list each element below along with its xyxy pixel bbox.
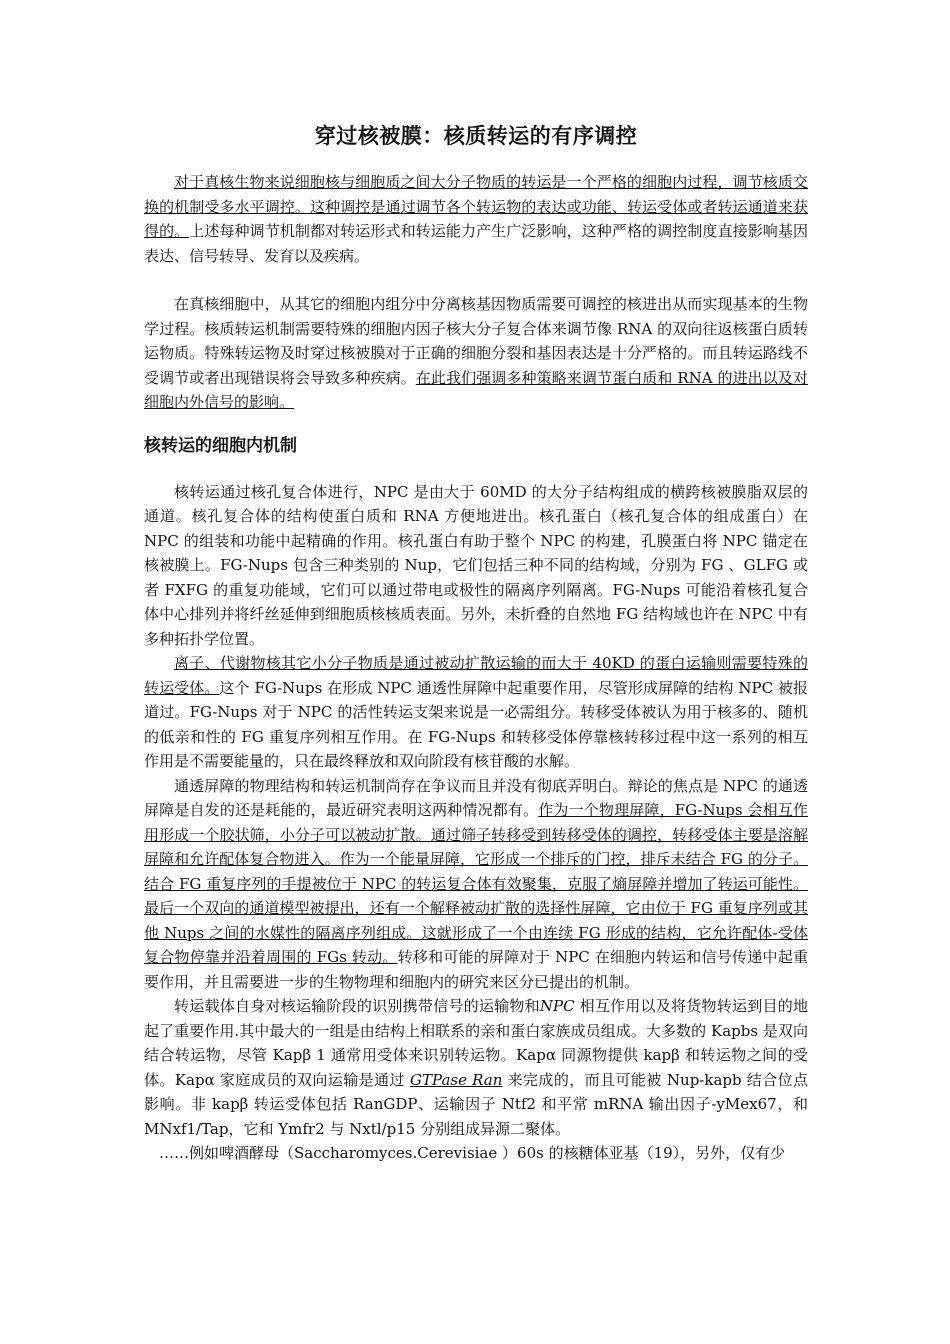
underlined-text: 作为一个物理屏障，FG-Nups 会相互作用形成一个胶状筛，小分子可以被动扩散。通过筛子转移受到转移受体的调控，转移受体主要是溶解屏障和允许配体复合物进入。作为一个能量屏障，它形成一个排斥的门控，排斥未结合 FG 的分子。结合 FG 重复序列的手提被位于 NPC 的转运复合体有效聚集，克服了熵屏障并增加了转运可能性。最后一个双向的通道模型被提出，还有一个解释被动扩散的选择性屏障，它由位于 FG 重复序列或其他 Nups 之间的水媒性的隔离序列组成。这就形成了一个由连续 FG 形成的结构，它允许配体-受体复合物停靠并沿着周围的 FGs 转动。 xyxy=(144,801,808,966)
page-title: 穿过核被膜：核质转运的有序调控 xyxy=(314,123,638,148)
body-text: 转运载体自身对核运输阶段的识别携带信号的运输物和 xyxy=(174,997,540,1015)
paragraph-karyopherins xyxy=(144,994,808,1141)
document-page xyxy=(144,120,808,1166)
body-text: 相互作用以及将货物转运到目的地起了重要作用.其中最大的一组是由结构上相联系的亲和蛋白家族成员组成。大多数的 Kapbs 是双向结合转运物，尽管 Kapβ 1 通常用受体来识别转运物。Kapα 同源物提供 kapβ 和转运物之间的受体。Kapα 家庭成员的双向运输是通过 xyxy=(144,997,808,1089)
underlined-text: 离子、代谢物核其它小分子物质是通过被动扩散运输的而大于 40KD 的蛋白运输则需要特殊的转运受体。 xyxy=(144,654,808,697)
body-text: 来完成的，而且可能被 Nup-kapb 结合位点影响。非 kapβ 转运受体包括 RanGDP、运输因子 Ntf2 和平常 mRNA 输出因子-yMex67，和 MNxf1/Tap，它和 Ymfr2 与 Nxtl/p15 分别组成异源二聚体。 xyxy=(144,1070,809,1138)
paragraph-npc: 核转运通过核孔复合体进行，NPC 是由大于 60MD 的大分子结构组成的横跨核被膜脂双层的通道。核孔复合体的结构使蛋白质和 RNA 方便地进出。核孔蛋白（核孔复合体的组成蛋白）在 NPC 的组装和功能中起精确的作用。核孔蛋白有助于整个 NPC 的构建，孔膜蛋白将 NPC 锚定在核被膜上。FG-Nups 包含三种类别的 Nup，它们包括三种不同的结构域，分别为 FG 、GLFG 或者 FXFG 的重复功能域，它们可以通过带电或极性的隔离序列隔离。FG-Nups 可能沿着核孔复合体中心排列并将纤丝延伸到细胞质核核质表面。另外，未折叠的自然地 FG 结构域也许在 NPC 中有多种拓扑学位置。 xyxy=(144,482,808,648)
body-text: 上述每种调节机制都对转运形式和转运能力产生广泛影响，这种严格的调控制度直接影响基因表达、信号转导、发育以及疾病。 xyxy=(144,222,808,265)
gtpase-ran-term: GTPase Ran xyxy=(410,1070,503,1089)
paragraph-intro xyxy=(144,170,808,268)
paragraph-permeability-barrier xyxy=(144,774,808,995)
paragraph-eukaryotic xyxy=(144,292,808,415)
section-heading: 核转运的细胞内机制 xyxy=(144,435,297,456)
underlined-text: 在此我们强调多种策略来调节蛋白质和 RNA 的进出以及对细胞内外信号的影响。 xyxy=(144,368,808,411)
paragraph-truncated: ……例如啤酒酵母（Saccharomyces.Cerevisiae ）60s 的核糖体亚基（19），另外，仅有少 xyxy=(159,1144,786,1162)
body-text: 这个 FG-Nups 在形成 NPC 通透性屏障中起重要作用，尽管形成屏障的结构 NPC 被报道过。FG-Nups 对于 NPC 的活性转运支架来说是一必需组分。转移受体被认为用于核多的、随机的低亲和性的 FG 重复序列相互作用。在 FG-Nups 和转移受体停靠核转移过程中这一系列的相互作用是不需要能量的，只在最终释放和双向阶段有核苷酸的水解。 xyxy=(144,678,808,770)
body-text: 转移和可能的屏障对于 NPC 在细胞内转运和信号传递中起重要作用，并且需要进一步的生物物理和细胞内的研究来区分已提出的机制。 xyxy=(144,948,808,991)
paragraph-transport-receptors xyxy=(144,651,808,774)
body-text: 在真核细胞中，从其它的细胞内组分中分离核基因物质需要可调控的核进出从而实现基本的生物学过程。核质转运机制需要特殊的细胞内因子核大分子复合体来调节像 RNA 的双向往返核蛋白质转运物质。特殊转运物及时穿过核被膜对于正确的细胞分裂和基因表达是十分严格的。而且转运路线不受调节或者出现错误将会导致多种疾病。 xyxy=(144,295,808,387)
body-text: 通透屏障的物理结构和转运机制尚存在争议而且并没有彻底弄明白。辩论的焦点是 NPC 的通透屏障是自发的还是耗能的，最近研究表明这两种情况都有。 xyxy=(144,776,808,819)
npc-term: NPC xyxy=(539,997,575,1015)
underlined-text: 对于真核生物来说细胞核与细胞质之间大分子物质的转运是一个严格的细胞内过程，调节核质交换的机制受多水平调控。这种调控是通过调节各个转运物的表达或功能、转运受体或者转运通道来获得的。 xyxy=(144,173,808,240)
